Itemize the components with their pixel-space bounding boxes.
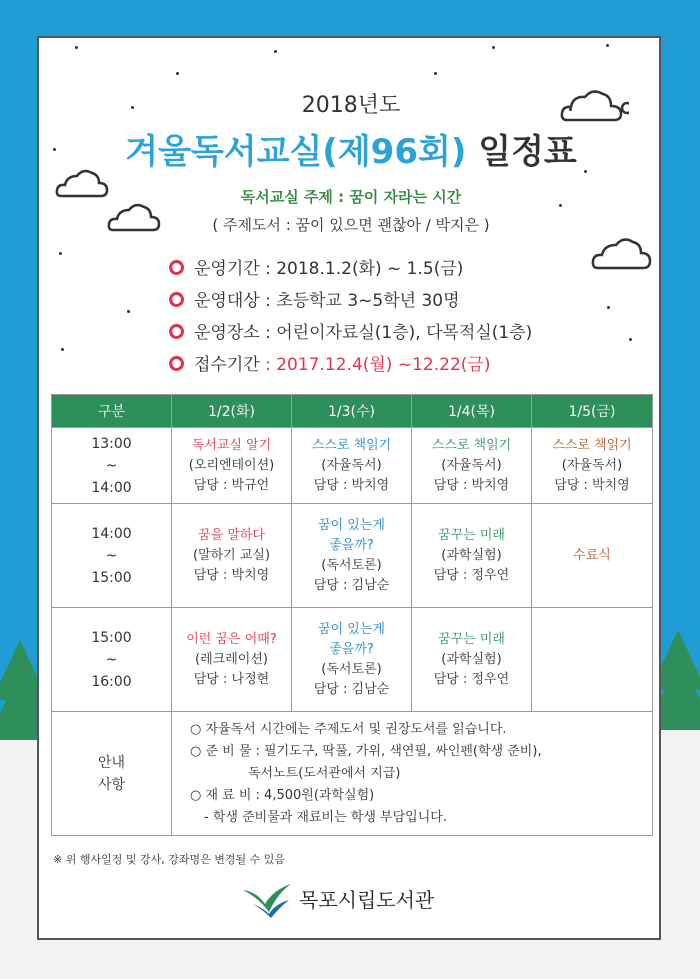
program-type: (레크레이션) — [195, 651, 268, 667]
snow-dot — [629, 338, 632, 341]
notes-cell — [172, 712, 653, 836]
time-end: 15:00 — [91, 569, 132, 586]
column-header: 1/4(목) — [412, 395, 532, 428]
cloud-icon — [591, 234, 653, 272]
program-staff: 담당 : 박규언 — [193, 477, 270, 493]
info-value: : 어린이자료실(1층), 다목적실(1층) — [259, 323, 533, 343]
program-title: 꿈이 있는게 — [318, 517, 385, 533]
program-type: (자율독서) — [321, 457, 382, 473]
info-value: : 2017.12.4(월) ~12.22(금) — [259, 355, 491, 375]
program-title: 수료식 — [573, 547, 611, 563]
bullet-icon — [169, 292, 184, 307]
program-title: 독서교실 알기 — [191, 437, 272, 453]
snow-dot — [176, 72, 179, 75]
program-type: (과학실험) — [441, 547, 502, 563]
program-type: (자율독서) — [561, 457, 623, 473]
program-staff: 담당 : 나정현 — [193, 671, 270, 687]
notes-label: 사항 — [97, 776, 126, 793]
time-end: 16:00 — [91, 673, 132, 690]
snow-dot — [75, 46, 78, 49]
program-type: (독서토론) — [321, 557, 382, 573]
title-main-text: 겨울독서교실(제96회) — [125, 132, 467, 172]
note-line: - 학생 준비물과 재료비는 학생 부담입니다. — [204, 809, 447, 825]
time-sep: ~ — [105, 547, 118, 564]
schedule-cell — [292, 428, 412, 504]
program-type: (오리엔테이션) — [188, 457, 275, 473]
info-label: 운영장소 — [194, 323, 260, 343]
program-staff: 담당 : 김남순 — [313, 681, 390, 697]
page-title — [39, 124, 663, 173]
info-value: : 초등학교 3~5학년 30명 — [259, 291, 460, 311]
notes-label: 안내 — [97, 754, 126, 771]
snow-dot — [606, 44, 609, 47]
program-title-line2: 좋을까? — [329, 641, 374, 657]
schedule-cell — [172, 608, 292, 712]
subject-line: 독서교실 주제 : 꿈이 자라는 시간 — [240, 188, 462, 206]
time-cell — [52, 428, 172, 504]
info-value: : 2018.1.2(화) ~ 1.5(금) — [259, 259, 464, 279]
program-title: 스스로 책읽기 — [311, 437, 392, 453]
snow-dot — [274, 50, 277, 53]
schedule-cell — [172, 504, 292, 608]
note-line: ○ 준 비 물 : 필기도구, 딱풀, 가위, 색연필, 싸인펜(학생 준비), — [190, 743, 542, 759]
program-title: 꿈을 말하다 — [198, 527, 265, 543]
time-start: 14:00 — [91, 525, 132, 542]
bullet-icon — [169, 324, 184, 339]
note-line: ○ 재 료 비 : 4,500원(과학실험) — [190, 787, 375, 803]
library-name: 목포시립도서관 — [299, 888, 435, 912]
time-start: 13:00 — [91, 435, 132, 452]
info-label: 접수기간 — [194, 355, 260, 375]
program-title: 꿈꾸는 미래 — [438, 527, 505, 543]
program-staff: 담당 : 김남순 — [313, 577, 390, 593]
snow-dot — [607, 306, 610, 309]
notes-row — [52, 712, 653, 836]
library-logo — [239, 878, 489, 918]
schedule-cell — [412, 608, 532, 712]
program-type: (독서토론) — [321, 661, 382, 677]
info-target — [169, 286, 460, 311]
schedule-cell — [532, 428, 653, 504]
time-end: 14:00 — [91, 479, 132, 496]
schedule-table — [51, 394, 653, 836]
program-staff: 담당 : 박치영 — [193, 567, 270, 583]
time-cell — [52, 608, 172, 712]
note-line: 독서노트(도서관에서 지급) — [248, 765, 401, 781]
column-header: 1/2(화) — [172, 395, 292, 428]
schedule-cell — [532, 504, 653, 608]
time-start: 15:00 — [91, 629, 132, 646]
table-row — [52, 428, 653, 504]
table-header-row — [52, 395, 653, 428]
program-title: 스스로 책읽기 — [552, 437, 632, 453]
program-title: 스스로 책읽기 — [431, 437, 512, 453]
time-sep: ~ — [105, 651, 118, 668]
program-staff: 담당 : 정우연 — [433, 567, 510, 583]
schedule-cell-empty — [532, 608, 653, 712]
program-title: 꿈꾸는 미래 — [438, 631, 505, 647]
schedule-cell — [292, 504, 412, 608]
schedule-cell — [412, 504, 532, 608]
program-staff: 담당 : 박치영 — [313, 477, 390, 493]
info-label: 운영대상 — [194, 291, 260, 311]
library-logo-icon — [239, 878, 295, 918]
program-title-line2: 좋을까? — [329, 537, 374, 553]
program-staff: 담당 : 박치영 — [554, 477, 630, 493]
snow-dot — [434, 72, 437, 75]
table-row — [52, 504, 653, 608]
table-row — [52, 608, 653, 712]
program-title: 꿈이 있는게 — [318, 621, 385, 637]
column-header: 1/3(수) — [292, 395, 412, 428]
snow-dot — [61, 348, 64, 351]
snow-dot — [127, 310, 130, 313]
info-label: 운영기간 — [194, 259, 260, 279]
title-year: 2018년도 — [301, 93, 401, 118]
snow-dot — [492, 46, 495, 49]
info-registration — [169, 350, 490, 375]
program-type: (과학실험) — [441, 651, 502, 667]
schedule-cell — [172, 428, 292, 504]
program-staff: 담당 : 정우연 — [433, 671, 510, 687]
schedule-cell — [412, 428, 532, 504]
bullet-icon — [169, 356, 184, 371]
program-type: (말하기 교실) — [192, 547, 271, 563]
poster-panel — [37, 36, 661, 940]
schedule-cell — [292, 608, 412, 712]
program-staff: 담당 : 박치영 — [433, 477, 510, 493]
footnote: ※ 위 행사일정 및 강사, 강좌명은 변경될 수 있음 — [53, 853, 285, 866]
bullet-icon — [169, 260, 184, 275]
info-place — [169, 318, 532, 343]
column-header: 1/5(금) — [532, 395, 653, 428]
program-title: 이런 꿈은 어때? — [186, 631, 277, 647]
note-line: ○ 자율독서 시간에는 주제도서 및 권장도서를 읽습니다. — [190, 721, 507, 737]
title-suffix-text: 일정표 — [478, 132, 577, 172]
column-header: 구분 — [52, 395, 172, 428]
snow-dot — [59, 252, 62, 255]
info-period — [169, 254, 463, 279]
notes-label-cell — [52, 712, 172, 836]
time-sep: ~ — [105, 457, 118, 474]
time-cell — [52, 504, 172, 608]
theme-book-line: ( 주제도서 : 꿈이 있으면 괜찮아 / 박지은 ) — [212, 216, 490, 234]
program-type: (자율독서) — [441, 457, 502, 473]
